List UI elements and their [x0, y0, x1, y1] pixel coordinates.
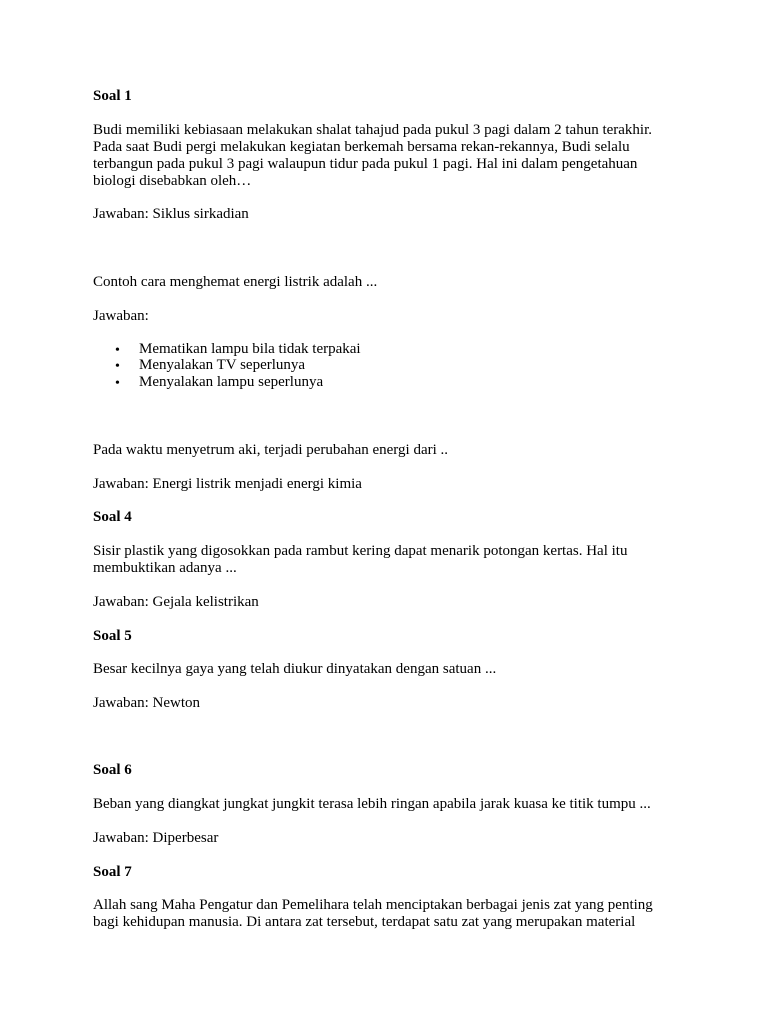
q3-answer: Jawaban: Energi listrik menjadi energi kimia — [93, 476, 362, 492]
q1-line-3: terbangun pada pukul 3 pagi walaupun tidur pada pukul 1 pagi. Hal ini dalam pengetahuan — [93, 156, 638, 172]
q6-question: Beban yang diangkat jungkat jungkit terasa lebih ringan apabila jarak kuasa ke titik tumpu ... — [93, 796, 651, 812]
q5-answer: Jawaban: Newton — [93, 695, 201, 711]
q4-heading: Soal 4 — [93, 509, 132, 525]
q1-heading: Soal 1 — [93, 88, 132, 104]
q2-answer-item-2: Menyalakan TV seperlunya — [139, 357, 306, 373]
list-bullet: • — [115, 343, 120, 358]
q5-heading: Soal 5 — [93, 628, 132, 644]
q4-line-2: membuktikan adanya ... — [93, 560, 237, 576]
q3-question: Pada waktu menyetrum aki, terjadi perubahan energi dari .. — [93, 442, 449, 458]
q4-answer: Jawaban: Gejala kelistrikan — [93, 594, 259, 610]
q1-answer: Jawaban: Siklus sirkadian — [93, 206, 249, 222]
q2-answer-item-1: Mematikan lampu bila tidak terpakai — [139, 341, 361, 357]
q7-line-1: Allah sang Maha Pengatur dan Pemelihara telah menciptakan berbagai jenis zat yang penting — [93, 897, 653, 913]
q1-line-4: biologi disebabkan oleh… — [93, 173, 252, 189]
q1-line-2: Pada saat Budi pergi melakukan kegiatan berkemah bersama rekan-rekannya, Budi selalu — [93, 139, 630, 155]
q5-question: Besar kecilnya gaya yang telah diukur dinyatakan dengan satuan ... — [93, 661, 497, 677]
q6-heading: Soal 6 — [93, 762, 132, 778]
q1-line-1: Budi memiliki kebiasaan melakukan shalat tahajud pada pukul 3 pagi dalam 2 tahun terakhir. — [93, 122, 653, 138]
q7-heading: Soal 7 — [93, 864, 132, 880]
q4-line-1: Sisir plastik yang digosokkan pada rambut kering dapat menarik potongan kertas. Hal itu — [93, 543, 628, 559]
list-bullet: • — [115, 376, 120, 391]
q2-question: Contoh cara menghemat energi listrik adalah ... — [93, 274, 378, 290]
list-bullet: • — [115, 359, 120, 374]
q7-line-2: bagi kehidupan manusia. Di antara zat tersebut, terdapat satu zat yang merupakan material — [93, 914, 636, 930]
q2-answer-item-3: Menyalakan lampu seperlunya — [139, 374, 324, 390]
q2-answer-label: Jawaban: — [93, 308, 149, 324]
q6-answer: Jawaban: Diperbesar — [93, 830, 219, 846]
